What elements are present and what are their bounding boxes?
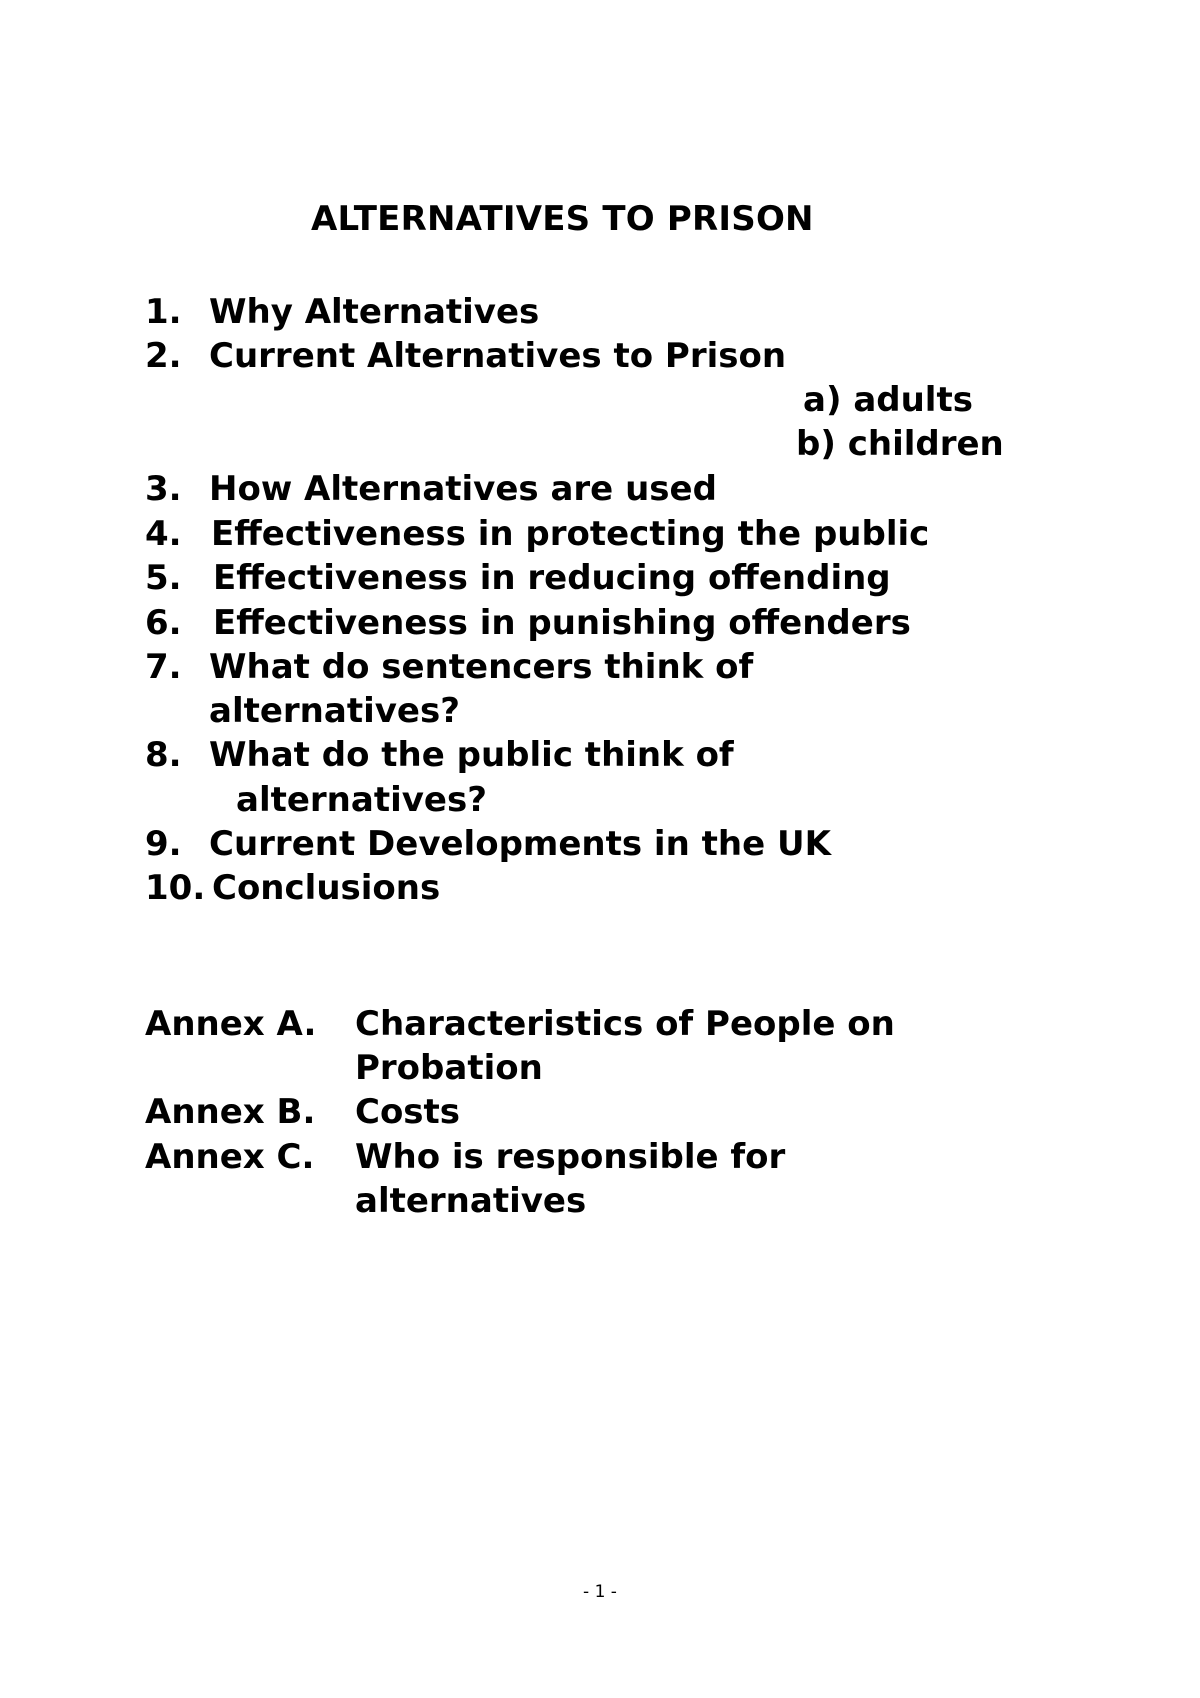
toc-text: Effectiveness in punishing offenders <box>213 603 911 643</box>
toc-number: 7. <box>145 647 182 687</box>
toc-number: 6. <box>145 603 182 643</box>
toc-text: Effectiveness in reducing offending <box>213 558 891 598</box>
toc-text: Effectiveness in protecting the public <box>211 514 930 554</box>
toc-number: 5. <box>145 558 182 598</box>
toc-subitem-children: b) children <box>796 424 1004 464</box>
toc-text: Current Alternatives to Prison <box>209 336 787 376</box>
annex-label: Annex C. <box>145 1137 315 1177</box>
document-title: ALTERNATIVES TO PRISON <box>311 199 814 239</box>
toc-text: What do sentencers think of <box>209 647 754 687</box>
toc-subitem-adults: a) adults <box>803 380 973 420</box>
annex-label: Annex A. <box>145 1004 317 1044</box>
annex-c-continuation: alternatives <box>355 1181 587 1221</box>
annex-text: Who is responsible for <box>355 1137 786 1177</box>
toc-number: 10. <box>145 868 206 908</box>
toc-number: 9. <box>145 824 182 864</box>
toc-text: Current Developments in the UK <box>209 824 831 864</box>
toc-number: 3. <box>145 469 182 509</box>
toc-number: 1. <box>145 292 182 332</box>
toc-number: 8. <box>145 735 182 775</box>
page-number: - 1 - <box>583 1582 617 1602</box>
annex-a-continuation: Probation <box>355 1048 543 1088</box>
annex-text: Characteristics of People on <box>355 1004 895 1044</box>
toc-text: How Alternatives are used <box>209 469 717 509</box>
toc-text: What do the public think of <box>209 735 734 775</box>
toc-item-7-continuation: alternatives? <box>209 691 460 731</box>
toc-item-8-continuation: alternatives? <box>236 780 487 820</box>
toc-number: 2. <box>145 336 182 376</box>
toc-text: Why Alternatives <box>209 292 540 332</box>
toc-number: 4. <box>145 514 182 554</box>
toc-text: Conclusions <box>212 868 441 908</box>
annex-label: Annex B. <box>145 1092 316 1132</box>
annex-text: Costs <box>355 1092 461 1132</box>
